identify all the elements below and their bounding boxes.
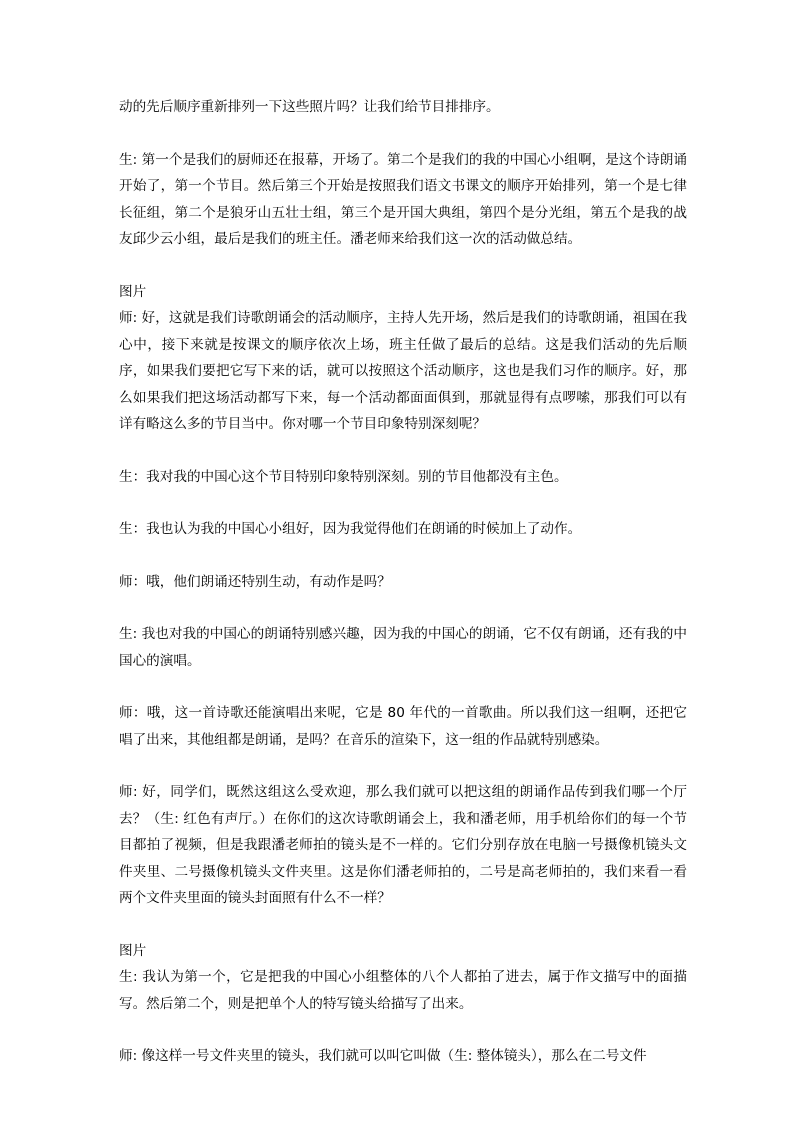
paragraph-intro: 动的先后顺序重新排列一下这些照片吗？让我们给节目排排序。 [119, 99, 500, 115]
paragraph-student-singing: 生: 我也对我的中国心的朗诵特别感兴趣，因为我的中国心的朗诵，它不仅有朗诵，还有我的中国心的演唱。 [119, 626, 687, 669]
paragraph-student-impression: 生：我对我的中国心这个节目特别印象特别深刻。别的节目他都没有主色。 [119, 468, 568, 485]
paragraph-teacher-camera: 师: 好，同学们，既然这组这么受欢迎，那么我们就可以把这组的朗诵作品传到我们哪一个厅去？（生: 红色有声厅。）在你们的这次诗歌朗诵会上，我和潘老师，用手机给你们的每一个节目都拍了视频，但是我跟潘老师拍的镜头是不一样的。它们分别存放在电脑一号摄像机镜头文件夹里、二号摄像机镜头文件夹里。这是你们潘老师拍的，二号是高老师拍的，我们来看一看两个文件夹里面的镜头封面照有什么不一样？ [119, 784, 687, 906]
paragraph-teacher-song: 师：哦，这一首诗歌还能演唱出来呢，它是 80 年代的一首歌曲。所以我们这一组啊，还把它唱了出来，其他组都是朗诵，是吗？在音乐的渲染下，这一组的作品就特别感染。 [119, 705, 687, 748]
paragraph-teacher-shot: 师: 像这样一号文件夹里的镜头，我们就可以叫它叫做（生: 整体镜头），那么在二号文件 [119, 1048, 647, 1064]
document-page [119, 94, 687, 1096]
image-placeholder-label: 图片 [119, 942, 147, 959]
paragraph-student-order: 生: 第一个是我们的厨师还在报幕，开场了。第二个是我们的我的中国心小组啊，是这个诗朗诵开始了，第一个节目。然后第三个开始是按照我们语文书课文的顺序开始排列，第一个是七律长征组，第二个是狼牙山五壮士组，第三个是开国大典组，第四个是分光组，第五个是我的战友邱少云小组，最后是我们的班主任。潘老师来给我们这一次的活动做总结。 [119, 151, 687, 247]
paragraph-teacher-question: 师：哦，他们朗诵还特别生动，有动作是吗？ [119, 573, 391, 590]
paragraph-student-action: 生：我也认为我的中国心小组好，因为我觉得他们在朗诵的时候加上了动作。 [119, 521, 582, 537]
image-placeholder-label: 图片 [119, 283, 147, 300]
paragraph-teacher-order: 师: 好，这就是我们诗歌朗诵会的活动顺序，主持人先开场，然后是我们的诗歌朗诵，祖国在我心中，接下来就是按课文的顺序依次上场，班主任做了最后的总结。这是我们活动的先后顺序，如果我们要把它写下来的话，就可以按照这个活动顺序，这也是我们习作的顺序。好，那么如果我们把这场活动都写下来，每一个活动都面面俱到，那就显得有点啰嗦，那我们可以有详有略这么多的节目当中。你对哪一个节目印象特别深刻呢？ [119, 310, 687, 432]
paragraph-student-description: 生: 我认为第一个，它是把我的中国心小组整体的八个人都拍了进去，属于作文描写中的面描写。然后第二个，则是把单个人的特写镜头给描写了出来。 [119, 969, 687, 1012]
